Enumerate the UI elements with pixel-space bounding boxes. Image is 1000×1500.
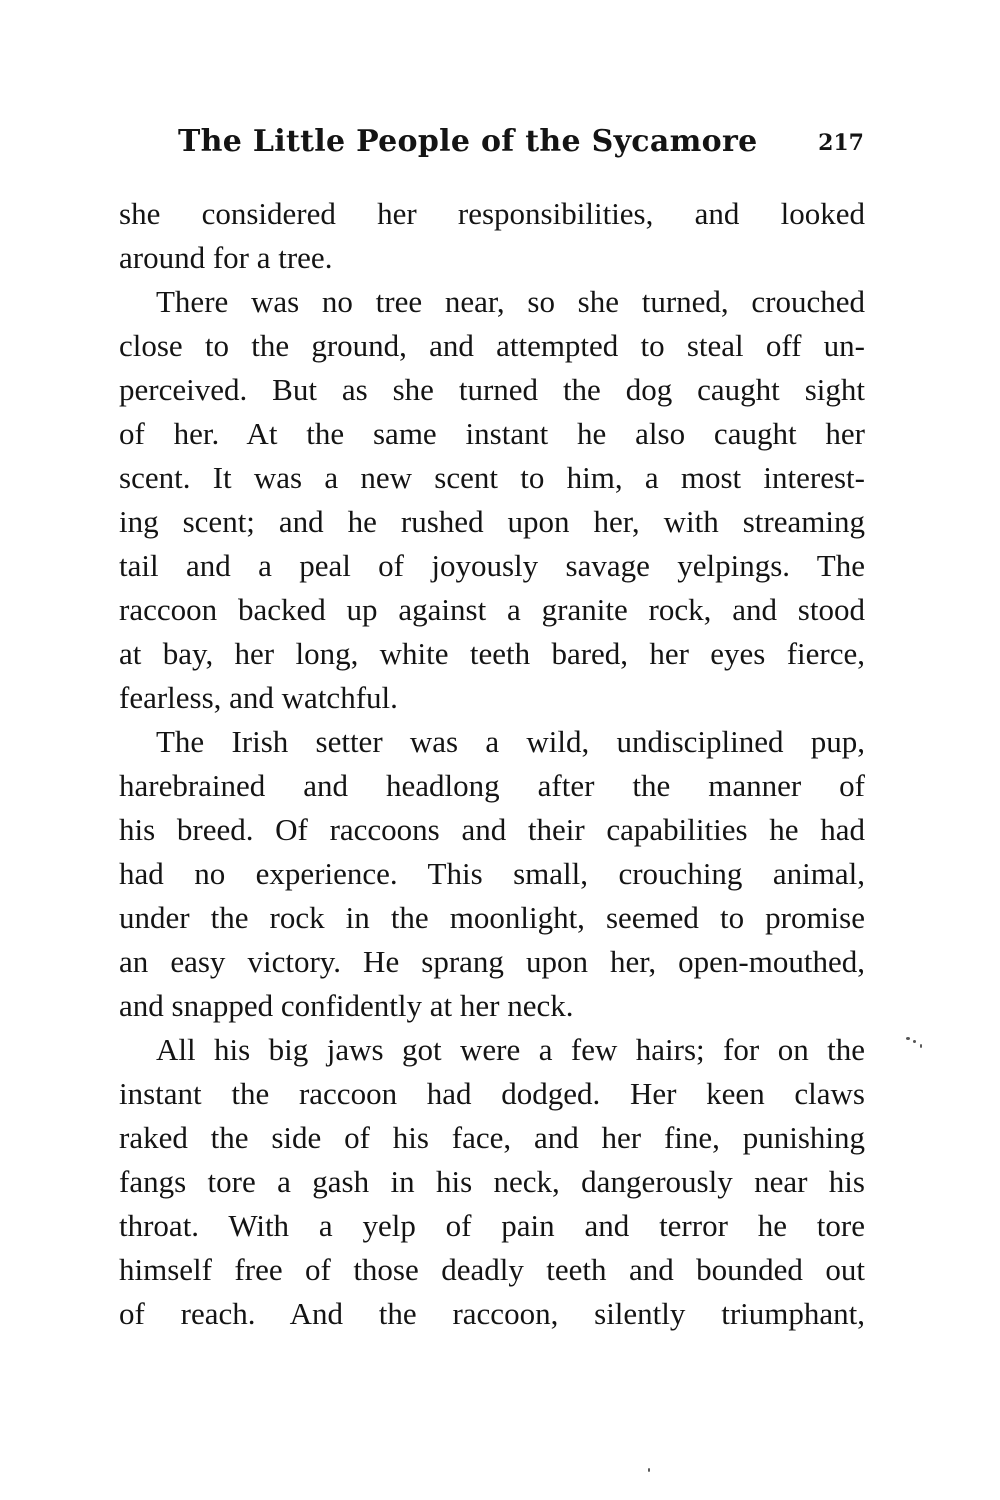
scan-speck	[913, 1040, 916, 1043]
text-line: The Irish setter was a wild, undisciplined pup,	[156, 724, 865, 759]
text-line: under the rock in the moonlight, seemed to promise	[119, 900, 865, 935]
text-line: harebrained and headlong after the manner of	[119, 768, 865, 803]
text-line: around for a tree.	[119, 240, 333, 275]
text-line: his breed. Of raccoons and their capabilities he had	[119, 812, 865, 847]
body-text	[119, 194, 865, 1374]
text-line: instant the raccoon had dodged. Her keen claws	[119, 1076, 865, 1111]
text-line: throat. With a yelp of pain and terror he tore	[119, 1208, 865, 1243]
text-line: close to the ground, and attempted to steal off un-	[119, 328, 865, 363]
text-line: had no experience. This small, crouching animal,	[119, 856, 865, 891]
page-number: 217	[818, 130, 864, 156]
text-line: of reach. And the raccoon, silently triumphant,	[119, 1296, 865, 1331]
text-line: raccoon backed up against a granite rock, and stood	[119, 592, 865, 627]
text-line: tail and a peal of joyously savage yelpings. The	[119, 548, 865, 583]
text-line: All his big jaws got were a few hairs; for on the	[156, 1032, 865, 1067]
scan-speck	[920, 1044, 922, 1048]
text-line: scent. It was a new scent to him, a most interest-	[119, 460, 865, 495]
text-line: fangs tore a gash in his neck, dangerously near his	[119, 1164, 865, 1199]
text-line: fearless, and watchful.	[119, 680, 398, 715]
running-head	[178, 124, 868, 172]
text-line: at bay, her long, white teeth bared, her eyes fierce,	[119, 636, 865, 671]
scan-speck	[648, 1468, 650, 1472]
text-line: and snapped confidently at her neck.	[119, 988, 574, 1023]
text-line: she considered her responsibilities, and looked	[119, 196, 865, 231]
text-line: perceived. But as she turned the dog caught sight	[119, 372, 865, 407]
text-line: an easy victory. He sprang upon her, open-mouthed,	[119, 944, 865, 979]
running-title: The Little People of the Sycamore	[178, 124, 758, 159]
scan-speck	[906, 1037, 910, 1040]
text-line: himself free of those deadly teeth and bounded out	[119, 1252, 865, 1287]
text-line: ing scent; and he rushed upon her, with streaming	[119, 504, 865, 539]
text-line: raked the side of his face, and her fine, punishing	[119, 1120, 865, 1155]
text-line: of her. At the same instant he also caught her	[119, 416, 865, 451]
text-line: There was no tree near, so she turned, crouched	[156, 284, 865, 319]
